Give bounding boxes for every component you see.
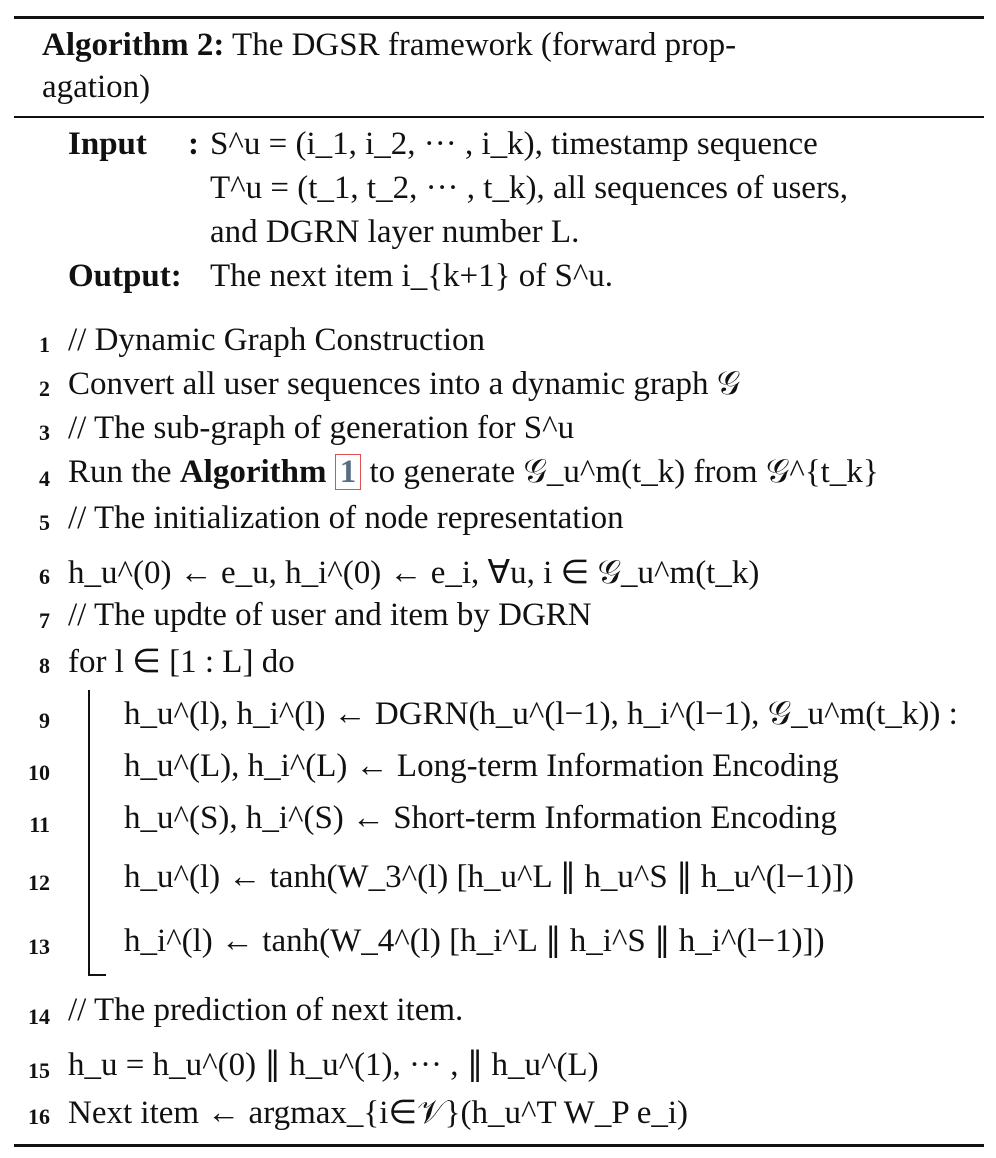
line-number: 3: [39, 420, 50, 445]
algorithm-line: // The sub-graph of generation for S^u: [68, 410, 575, 446]
line-number: 12: [28, 870, 50, 895]
line-number: 11: [29, 812, 50, 837]
input-label: Input: [68, 126, 147, 162]
line-number: 2: [39, 376, 50, 401]
line-number: 9: [39, 708, 50, 733]
output-text: The next item i_{k+1} of S^u.: [210, 258, 614, 294]
algorithm-line: h_u^(0) ← e_u, h_i^(0) ← e_i, ∀u, i ∈ 𝒢_u^m(t_k): [68, 555, 760, 591]
title-rule: [14, 116, 984, 118]
algorithm-reference-link[interactable]: 1: [335, 454, 362, 490]
line-number: 13: [28, 934, 50, 959]
line-number: 1: [39, 332, 50, 357]
output-label: Output:: [68, 258, 182, 294]
line-number: 6: [39, 564, 50, 589]
line-number: 14: [28, 1004, 50, 1029]
line-number: 5: [39, 510, 50, 535]
algorithm-line: // The updte of user and item by DGRN: [68, 597, 592, 633]
algorithm-line: h_u^(l), h_i^(l) ← DGRN(h_u^(l−1), h_i^(l−1), 𝒢_u^m(t_k)) :: [124, 696, 958, 732]
line-number: 8: [39, 653, 50, 678]
algorithm-line: Convert all user sequences into a dynamic graph 𝒢: [68, 366, 741, 402]
algorithm-line: // The initialization of node representation: [68, 500, 624, 536]
bottom-rule: [14, 1144, 984, 1147]
loop-bracket-foot: [88, 974, 106, 976]
algorithm-line: Run the Algorithm 1 to generate 𝒢_u^m(t_k) from 𝒢^{t_k}: [68, 454, 879, 490]
algorithm-line: h_u^(L), h_i^(L) ← Long-term Information Encoding: [124, 748, 839, 784]
input-line-1: S^u = (i_1, i_2, ··· , i_k), timestamp sequence: [210, 126, 818, 162]
algorithm-line: h_u^(l) ← tanh(W_3^(l) [h_u^L ∥ h_u^S ∥ h_u^(l−1)]): [124, 859, 854, 895]
top-rule: [14, 16, 984, 19]
algorithm-title: Algorithm 2: The DGSR framework (forward prop- agation): [42, 27, 737, 105]
algorithm-line: Next item ← argmax_{i∈𝒱}(h_u^T W_P e_i): [68, 1095, 689, 1131]
input-line-2: T^u = (t_1, t_2, ··· , t_k), all sequences of users,: [210, 170, 849, 206]
algorithm-line: // The prediction of next item.: [68, 992, 464, 1028]
input-line-3: and DGRN layer number L.: [210, 214, 580, 250]
algorithm-line: h_u = h_u^(0) ∥ h_u^(1), ··· , ∥ h_u^(L): [68, 1047, 599, 1083]
line-number: 15: [28, 1058, 50, 1083]
loop-bracket: [88, 690, 90, 975]
line-number: 7: [39, 608, 50, 633]
algorithm-line: // Dynamic Graph Construction: [68, 322, 486, 358]
algorithm-line: h_u^(S), h_i^(S) ← Short-term Information Encoding: [124, 800, 837, 836]
line-number: 10: [28, 760, 50, 785]
line-number: 4: [39, 466, 50, 491]
algorithm-line: for l ∈ [1 : L] do: [68, 644, 295, 680]
line-number: 16: [28, 1104, 50, 1129]
input-colon: :: [188, 126, 199, 162]
algorithm-line: h_i^(l) ← tanh(W_4^(l) [h_i^L ∥ h_i^S ∥ h_i^(l−1)]): [124, 923, 825, 959]
